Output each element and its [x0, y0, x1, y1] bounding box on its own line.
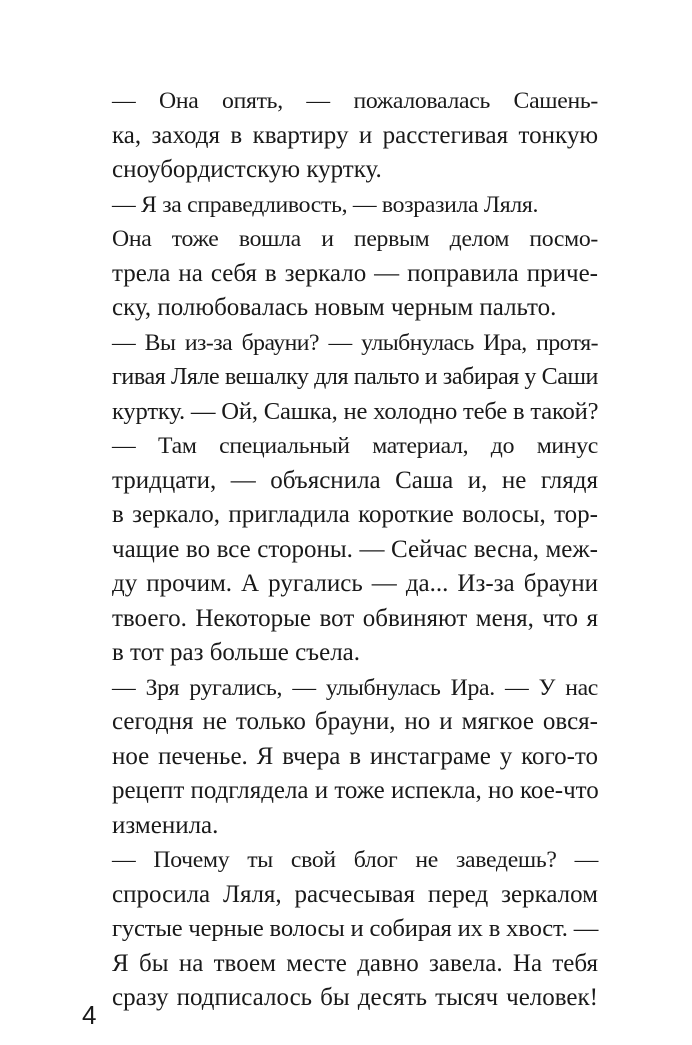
text-line: сноубордистскую куртку.	[112, 156, 382, 183]
text-line: — Почему ты свой блог не заведешь? —	[112, 847, 598, 873]
text-line: — Вы из-за брауни? — улыбнулась Ира, протя-	[112, 329, 598, 356]
text-line: ка, заходя в квартиру и расстегивая тонкую	[112, 121, 598, 149]
text-line: твоего. Некоторые вот обвиняют меня, что я	[112, 604, 598, 632]
text-line: в тот раз больше съела.	[112, 639, 361, 666]
text-line: сегодня не только брауни, но и мягкое овся-	[112, 708, 598, 735]
text-line: — Там специальный материал, до минус	[112, 433, 598, 459]
text-line: трела на себя в зеркало — поправила приче-	[112, 259, 598, 287]
text-line: тридцати, — объяснила Саша и, не глядя	[112, 466, 598, 494]
text-line: куртку. — Ой, Сашка, не холодно тебе в такой?	[112, 397, 599, 425]
text-line: Она тоже вошла и первым делом посмо-	[112, 226, 598, 252]
text-line: рецепт подглядела и тоже испекла, но кое-что	[112, 777, 599, 804]
paragraph-2	[86, 188, 598, 223]
text-line: ду прочим. А ругались — да... Из-за брауни	[112, 570, 598, 597]
paragraph-1	[86, 84, 598, 188]
paragraph-4	[86, 326, 598, 430]
text-line: Я бы на твоем месте давно завела. На тебя	[112, 949, 598, 977]
text-line: ску, полюбовалась новым черным пальто.	[112, 294, 557, 321]
text-line: — Зря ругались, — улыбнулась Ира. — У нас	[112, 674, 598, 701]
paragraph-6	[86, 671, 598, 844]
body-text	[86, 84, 598, 1016]
text-line: сразу подписалось бы десять тысяч человек!	[112, 984, 598, 1011]
text-line: чащие во все стороны. — Сейчас весна, меж-	[112, 535, 598, 563]
text-line: — Я за справедливость, — возразила Ляля.	[112, 191, 539, 218]
paragraph-7	[86, 843, 598, 1016]
text-line: в зеркало, пригладила короткие волосы, тор-	[112, 501, 598, 528]
paragraph-3	[86, 222, 598, 326]
paragraph-5	[86, 429, 598, 671]
text-line: ное печенье. Я вчера в инстаграме у кого-то	[112, 742, 598, 770]
text-line: изменила.	[112, 811, 219, 839]
page-number: 4	[82, 1000, 97, 1030]
text-line: — Она опять, — пожаловалась Сашень-	[112, 88, 598, 114]
text-line: густые черные волосы и собирая их в хвост. —	[112, 915, 599, 942]
text-line: спросила Ляля, расчесывая перед зеркалом	[112, 880, 598, 908]
text-line: гивая Ляле вешалку для пальто и забирая у Саши	[112, 364, 598, 390]
